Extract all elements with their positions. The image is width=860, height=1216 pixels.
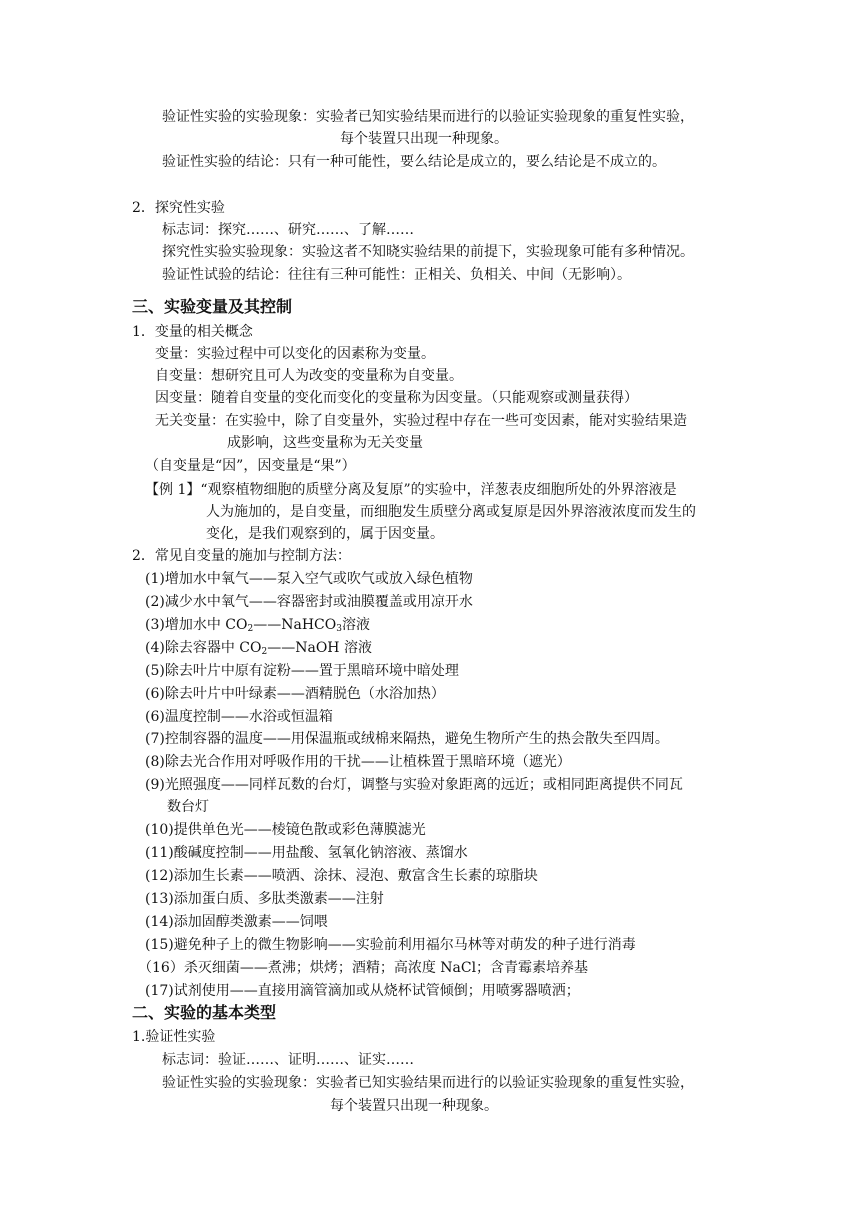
extraneous-variable-line-1: 无关变量：在实验中，除了自变量外，实验过程中存在一些可变因素，能对实验结果造 (155, 413, 687, 429)
verify-experiment-title: 1.验证性实验 (132, 1029, 216, 1045)
method-item: (4)除去容器中 $CO_2——NaOH$ 溶液 (145, 640, 372, 657)
verify-keywords: 标志词：验证……、证明……、证实…… (162, 1052, 414, 1068)
verify-phenomenon-line-2: 每个装置只出现一种现象。 (330, 1098, 498, 1114)
method-item-continuation: 数台灯 (167, 799, 209, 815)
method-item: (2)减少水中氧气——容器密封或油膜覆盖或用凉开水 (145, 594, 473, 610)
explore-phenomenon: 探究性实验实验现象：实验这者不知晓实验结果的前提下，实验现象可能有多种情况。 (162, 244, 694, 260)
verify-conclusion: 验证性实验的结论：只有一种可能性，要么结论是成立的，要么结论是不成立的。 (162, 154, 666, 170)
example-line-3: 变化，是我们观察到的，属于因变量。 (206, 526, 444, 542)
example-line-1: 【例 1】“观察植物细胞的质壁分离及复原”的实验中，洋葱表皮细胞所处的外界溶液是 (145, 482, 677, 498)
method-item: (5)除去叶片中原有淀粉——置于黑暗环境中暗处理 (145, 663, 459, 679)
verify-phenomenon-line-2: 每个装置只出现一种现象。 (340, 131, 508, 147)
example-line-2: 人为施加的，是自变量，而细胞发生质壁分离或复原是因外界溶液浓度而发生的 (206, 504, 696, 520)
method-item: (9)光照强度——同样瓦数的台灯，调整与实验对象距离的远近；或相同距离提供不同瓦 (145, 777, 683, 793)
method-item: (6)温度控制——水浴或恒温箱 (145, 709, 333, 725)
method-item: (13)添加蛋白质、多肽类激素——注射 (145, 891, 384, 907)
method-item: (6)除去叶片中叶绿素——酒精脱色（水浴加热） (145, 686, 445, 702)
method-item: (17)试剂使用——直接用滴管滴加或从烧杯试管倾倒；用喷雾器喷洒； (145, 983, 580, 999)
method-item: (1)增加水中氧气——泵入空气或吹气或放入绿色植物 (145, 571, 473, 587)
method-item: (14)添加固醇类激素——饲喂 (145, 914, 328, 930)
method-item: (3)增加水中 $CO_2——NaHCO_3$溶液 (145, 617, 370, 634)
method-item: (11)酸碱度控制——用盐酸、氢氧化钠溶液、蒸馏水 (145, 845, 468, 861)
independent-variable-definition: 自变量：想研究且可人为改变的变量称为自变量。 (155, 368, 463, 384)
verify-phenomenon-line-1: 验证性实验的实验现象：实验者已知实验结果而进行的以验证实验现象的重复性实验， (162, 109, 694, 125)
variable-definition: 变量：实验过程中可以变化的因素称为变量。 (155, 346, 435, 362)
explore-keywords: 标志词：探究……、研究……、了解…… (162, 222, 414, 238)
verify-phenomenon-line-1: 验证性实验的实验现象：实验者已知实验结果而进行的以验证实验现象的重复性实验， (162, 1075, 694, 1091)
method-item: (12)添加生长素——喷洒、涂抹、浸泡、敷富含生长素的琼脂块 (145, 868, 538, 884)
section-three-heading: 三、实验变量及其控制 (132, 297, 293, 316)
methods-title: 2．常见自变量的施加与控制方法： (132, 548, 351, 564)
cause-effect-note: （自变量是“因”，因变量是“果”） (145, 458, 356, 474)
explore-title: 2．探究性实验 (132, 200, 225, 216)
explore-conclusion: 验证性试验的结论：往往有三种可能性：正相关、负相关、中间（无影响）。 (162, 267, 631, 283)
dependent-variable-definition: 因变量：随着自变量的变化而变化的变量称为因变量。（只能观察或测量获得） (155, 390, 638, 406)
variable-concepts-title: 1．变量的相关概念 (132, 324, 253, 340)
method-item: (15)避免种子上的微生物影响——实验前利用福尔马林等对萌发的种子进行消毒 (145, 937, 636, 953)
method-item: （16）杀灭细菌——煮沸；烘烤；酒精；高浓度 NaCl；含青霉素培养基 (138, 960, 589, 976)
section-two-heading: 二、实验的基本类型 (132, 1003, 277, 1022)
method-item: (7)控制容器的温度——用保温瓶或绒棉来隔热，避免生物所产生的热会散失至四周。 (145, 731, 669, 747)
method-item: (10)提供单色光——棱镜色散或彩色薄膜滤光 (145, 822, 426, 838)
method-item: (8)除去光合作用对呼吸作用的干扰——让植株置于黑暗环境（遮光） (145, 754, 571, 770)
extraneous-variable-line-2: 成影响，这些变量称为无关变量 (227, 435, 423, 451)
